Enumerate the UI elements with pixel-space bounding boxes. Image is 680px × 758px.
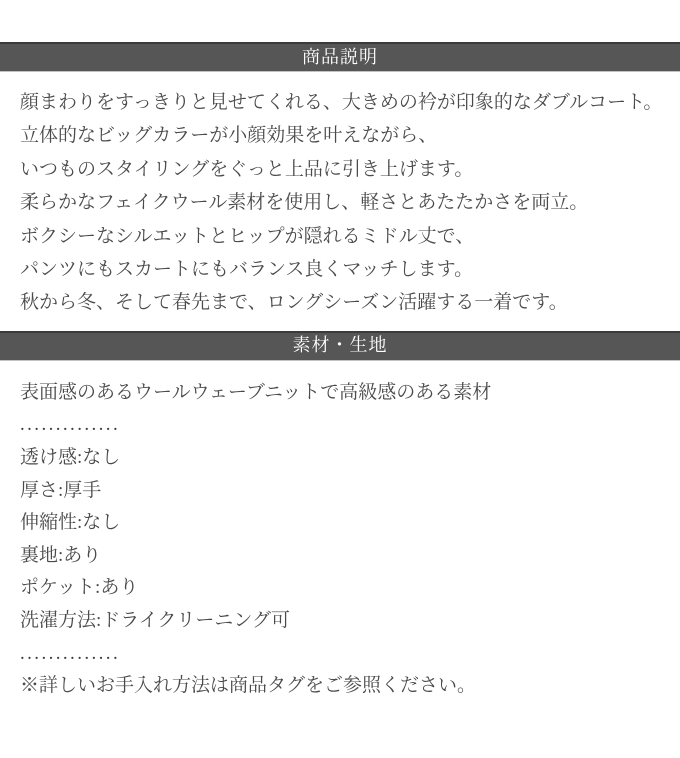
material-intro: 表面感のあるウールウェーブニットで高級感のある素材 bbox=[20, 381, 492, 403]
section-header-description bbox=[0, 42, 680, 72]
spec-line-thickness: 厚さ:厚手 bbox=[20, 479, 102, 501]
description-paragraph bbox=[0, 86, 680, 320]
spec-line-washing: 洗濯方法:ドライクリーニング可 bbox=[20, 610, 290, 631]
spec-line-stretch: 伸縮性:なし bbox=[20, 512, 121, 534]
material-details bbox=[0, 377, 680, 703]
dotted-separator-top: .............. bbox=[20, 414, 121, 436]
spec-line-sheerness: 透け感:なし bbox=[20, 447, 121, 469]
spec-line-lining: 裏地:あり bbox=[20, 544, 102, 566]
description-line: いつものスタイリングをぐっと上品に引き上げます。 bbox=[20, 158, 474, 180]
dotted-separator-bottom: .............. bbox=[20, 642, 121, 664]
description-line: ボクシーなシルエットとヒップが隠れるミドル丈で、 bbox=[20, 225, 475, 247]
care-note: ※詳しいお手入れ方法は商品タグをご参照ください。 bbox=[20, 675, 477, 697]
description-line: 秋から冬、そして春先まで、ロングシーズン活躍する一着です。 bbox=[20, 292, 568, 314]
description-line: 立体的なビッグカラーが小顔効果を叶えながら、 bbox=[20, 125, 438, 147]
section-header-material-label: 素材・生地 bbox=[292, 335, 388, 356]
section-header-material bbox=[0, 331, 680, 361]
spec-line-pocket: ポケット:あり bbox=[20, 577, 139, 599]
description-line: 柔らかなフェイクウール素材を使用し、軽さとあたたかさを両立。 bbox=[20, 192, 589, 214]
description-line: パンツにもスカートにもバランス良くマッチします。 bbox=[20, 259, 474, 281]
description-line: 顔まわりをすっきりと見せてくれる、大きめの衿が印象的なダブルコート。 bbox=[20, 92, 663, 113]
section-header-description-label: 商品説明 bbox=[302, 46, 378, 67]
